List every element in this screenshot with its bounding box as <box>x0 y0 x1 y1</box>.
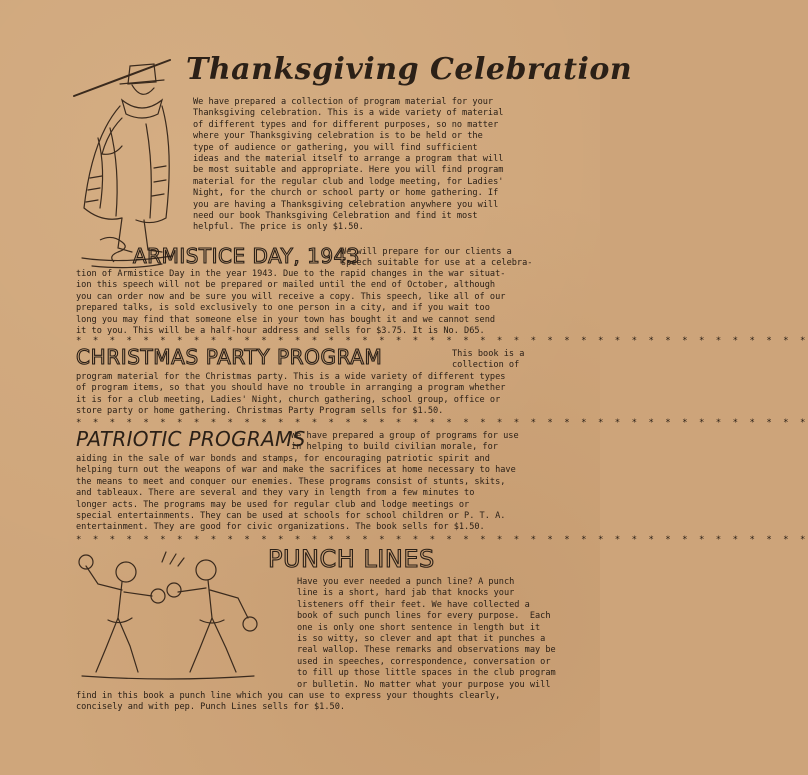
separator-1: * * * * * * * * * * * * * * * * * * * * * * * * * * * * * * * * * * * * * * * * * * * * <box>76 336 808 346</box>
scroll-ornament <box>96 234 136 264</box>
punch-title: PUNCH LINES <box>268 545 435 573</box>
christmas-title: CHRISTMAS PARTY PROGRAM <box>76 345 383 369</box>
patriotic-body: aiding in the sale of war bonds and stamps, for encouraging patriotic spirit and helping turn out the weapons of war and make the sacrifices at home necessary to have the means to meet and conquer our enemies. These programs consist of stunts, skits, and tableaux. There are several and they vary in length from a few minutes to longer acts. The programs may be used for regular club and lodge meetings or special entertainments. They can be used at schools for school children or P. T. A. entertainment. They are good for civic organizations. The book sells for $1.50. <box>76 454 516 533</box>
thanksgiving-body: We have prepared a collection of program material for your Thanksgiving celebration. This is a wide variety of material of different types and for different purposes, so no matter where your Thanksgiving celebration is to be held or the type of audience or gathering, you will find sufficient ideas and the material itself to arrange a program that will be most suitable and appropriate. Here you will find program material for the regular club and lodge meeting, for Ladies' Night, for the church or school party or home gathering. If you are having a Thanksgiving celebration anywhere you will need our book Thanksgiving Celebration and find it most helpful. The price is only $1.50. <box>193 97 504 233</box>
armistice-lead: We will prepare for our clients a speech suitable for use at a celebra- <box>341 247 533 269</box>
patriotic-lead: We have prepared a group of programs for use in helping to build civilian morale, for <box>291 431 519 453</box>
boxers-illustration <box>78 548 258 683</box>
patriotic-title: PATRIOTIC PROGRAMS <box>76 427 306 451</box>
armistice-title: ARMISTICE DAY, 1943 <box>133 244 361 268</box>
christmas-body: program material for the Christmas party. This is a wide variety of different types of program items, so that you should have no trouble in arranging a program whether it is for a club meeting, Ladies' Night, church gathering, school group, office or store party or home gathering. Christmas Party Program sells for $1.50. <box>76 372 506 417</box>
separator-3: * * * * * * * * * * * * * * * * * * * * * * * * * * * * * * * * * * * * * * * * * * * * <box>76 535 808 545</box>
christmas-lead: This book is a collection of <box>452 349 525 371</box>
armistice-body: tion of Armistice Day in the year 1943. Due to the rapid changes in the war situat- ion this speech will not be prepared or mailed until the end of October, although you can order now and be sure you will receive a copy. This speech, like all of our prepared talks, is sold exclusively to one person in a city, and if you wait too long you may find that someone else in your town has bought it and we cannot send it to you. This will be a half-hour address and sells for $3.75. It is No. D65. <box>76 269 506 337</box>
thanksgiving-title: Thanksgiving Celebration <box>186 52 633 87</box>
separator-2: * * * * * * * * * * * * * * * * * * * * * * * * * * * * * * * * * * * * * * * * * * * * <box>76 418 808 428</box>
punch-lead: Have you ever needed a punch line? A punch line is a short, hard jab that knocks your listeners off their feet. We have collected a book of such punch lines for every purpose. Each one is only one short sentence in length but it is so witty, so clever and apt that it punches a real wallop. These remarks and observations may be used in speeches, correspondence, conversation or to fill up those little spaces in the club program or bulletin. No matter what your purpose you will <box>297 577 556 690</box>
punch-body: find in this book a punch line which you can use to express your thoughts clearly, concisely and with pep. Punch Lines sells for $1.50. <box>76 691 501 713</box>
